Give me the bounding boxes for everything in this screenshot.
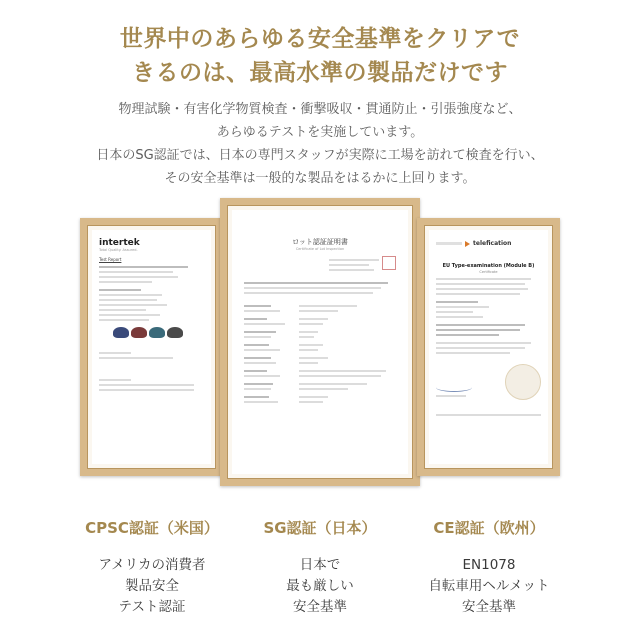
description-line-2: あらゆるテストを実施しています。 (216, 125, 424, 140)
certificate-frame-sg (220, 198, 420, 486)
certificate-frame-cpsc (80, 218, 223, 476)
intertek-tagline: Total Quality. Assured. (99, 248, 138, 252)
sg-label: SG認証（日本） (263, 519, 377, 537)
cpsc-description-line-2: 製品安全 (125, 578, 179, 594)
cpsc-description-line-3: テスト認証 (118, 599, 186, 615)
report-heading: Test Report (99, 257, 122, 262)
cpsc-label: CPSC認証（米国） (85, 519, 219, 537)
official-seal-icon (382, 256, 396, 270)
ce-description-line-1: EN1078 (462, 557, 516, 573)
ce-description-line-3: 安全基準 (462, 599, 516, 615)
eu-certificate-title: EU Type-examination (Module B) (442, 263, 535, 269)
description-line-3: 日本のSG認証では、日本の専門スタッフが実際に工場を訪れて検査を行い、 (96, 148, 544, 163)
sg-description-line-1: 日本で (299, 557, 341, 573)
signature-icon (436, 383, 472, 392)
certificate-frame-ce (417, 218, 560, 476)
description-line-4: その安全基準は一般的な製品をはるかに上回ります。 (164, 171, 476, 186)
ce-description-line-2: 自転車用ヘルメット (428, 578, 550, 594)
telefication-logo-icon (465, 241, 470, 247)
description-line-1: 物理試験・有害化学物質検査・衝撃吸収・貫通防止・引張強度など、 (118, 102, 522, 117)
certificate-document-sg (232, 210, 408, 474)
lot-certificate-subtitle: Certificate of Lot Inspection (295, 247, 345, 251)
certification-emblem-icon (505, 364, 541, 400)
sg-description-line-2: 最も厳しい (286, 578, 354, 594)
ce-description (389, 555, 589, 618)
intertek-logo: intertek (99, 238, 140, 248)
helmet-photo (113, 327, 204, 338)
headline (0, 22, 640, 90)
telefication-logo: telefication (473, 240, 512, 247)
ce-label: CE認証（欧州） (433, 519, 545, 537)
description (0, 98, 640, 190)
headline-line-2: きるのは、最高水準の製品だけです (132, 60, 508, 86)
lot-certificate-title: ロット認証証明書 (292, 238, 348, 246)
certificate-document-ce (429, 230, 548, 464)
sg-description-line-3: 安全基準 (293, 599, 347, 615)
headline-line-1: 世界中のあらゆる安全基準をクリアで (119, 26, 521, 52)
eu-certificate-subtitle: Certificate (479, 270, 498, 274)
cpsc-description-line-1: アメリカの消費者 (98, 557, 206, 573)
certificate-document-cpsc (92, 230, 211, 464)
